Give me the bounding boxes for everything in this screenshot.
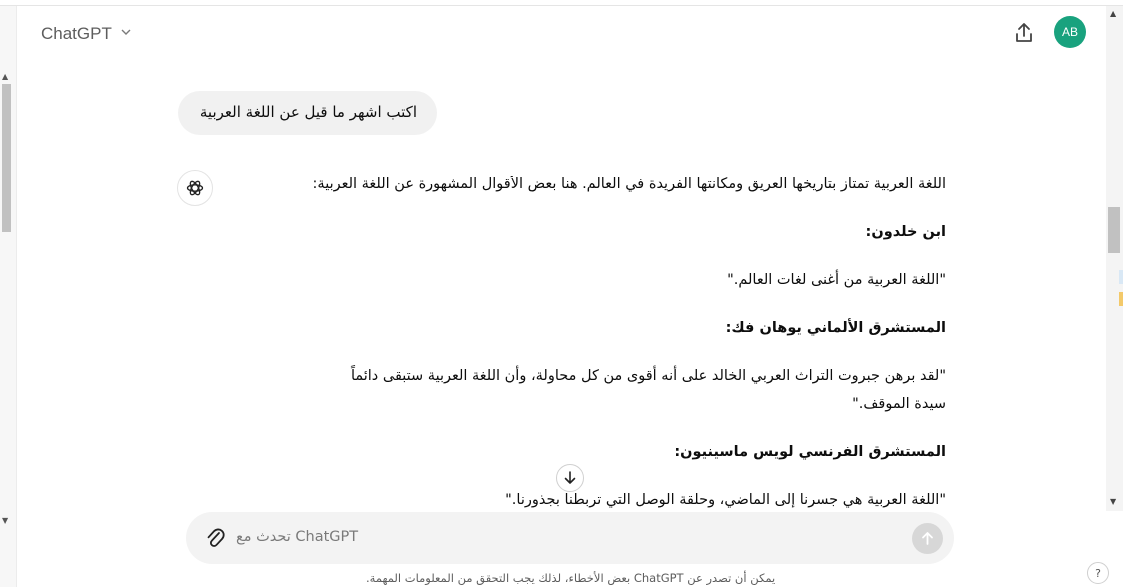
scroll-down-arrow-icon[interactable]: ▼	[2, 516, 9, 525]
scroll-up-arrow-icon[interactable]: ▲	[2, 72, 9, 81]
quote-text: "اللغة العربية من أغنى لغات العالم."	[727, 272, 946, 288]
quote-author: المستشرق الفرنسي لويس ماسينيون:	[674, 444, 946, 460]
scroll-to-bottom-button[interactable]	[556, 464, 584, 492]
scroll-down-arrow-icon[interactable]: ▼	[1110, 497, 1117, 506]
left-scrollbar[interactable]	[0, 6, 17, 587]
chat-header	[16, 6, 1106, 62]
right-scrollbar[interactable]	[1106, 6, 1123, 511]
quote-text: "لقد برهن جبروت التراث العربي الخالد على أنه أقوى من كل محاولة، وأن اللغة العربية ستبقى دائماً سيدة الموقف."	[350, 368, 946, 412]
quote-text: "اللغة العربية هي جسرنا إلى الماضي، وحلقة الوصل التي تربطنا بجذورنا."	[505, 492, 946, 508]
message-composer	[186, 512, 954, 564]
scroll-up-arrow-icon[interactable]: ▲	[1110, 9, 1117, 18]
arrow-down-icon	[563, 471, 577, 485]
assistant-intro: اللغة العربية تمتاز بتاريخها العريق ومكانتها الفريدة في العالم. هنا بعض الأقوال المشهورة عن اللغة العربية:	[312, 176, 946, 192]
user-message-bubble	[178, 91, 437, 135]
assistant-avatar	[177, 170, 213, 206]
user-avatar[interactable]: AB	[1054, 16, 1086, 48]
quote-author: ابن خلدون:	[865, 224, 946, 240]
model-selector[interactable]: ChatGPT	[41, 24, 112, 43]
chevron-down-icon[interactable]	[120, 26, 132, 38]
quote-author: المستشرق الألماني يوهان فك:	[725, 320, 946, 336]
share-icon[interactable]	[1012, 21, 1036, 45]
assistant-message	[300, 176, 946, 512]
openai-logo-icon	[185, 178, 205, 198]
scrollbar-thumb[interactable]	[1108, 207, 1120, 253]
paperclip-icon[interactable]	[204, 526, 226, 550]
arrow-up-icon	[920, 531, 935, 546]
edge-artifact	[1119, 292, 1123, 306]
disclaimer-text: .بعض الأخطاء، لذلك يجب التحقق من المعلومات المهمة ChatGPT يمكن أن تصدر عن	[366, 571, 776, 585]
message-input[interactable]	[236, 526, 876, 548]
scrollbar-thumb[interactable]	[2, 84, 11, 232]
user-message-text: اكتب اشهر ما قيل عن اللغة العربية	[199, 103, 417, 121]
help-button[interactable]: ?	[1087, 562, 1109, 584]
edge-artifact	[1119, 270, 1123, 284]
send-button[interactable]	[912, 523, 943, 554]
